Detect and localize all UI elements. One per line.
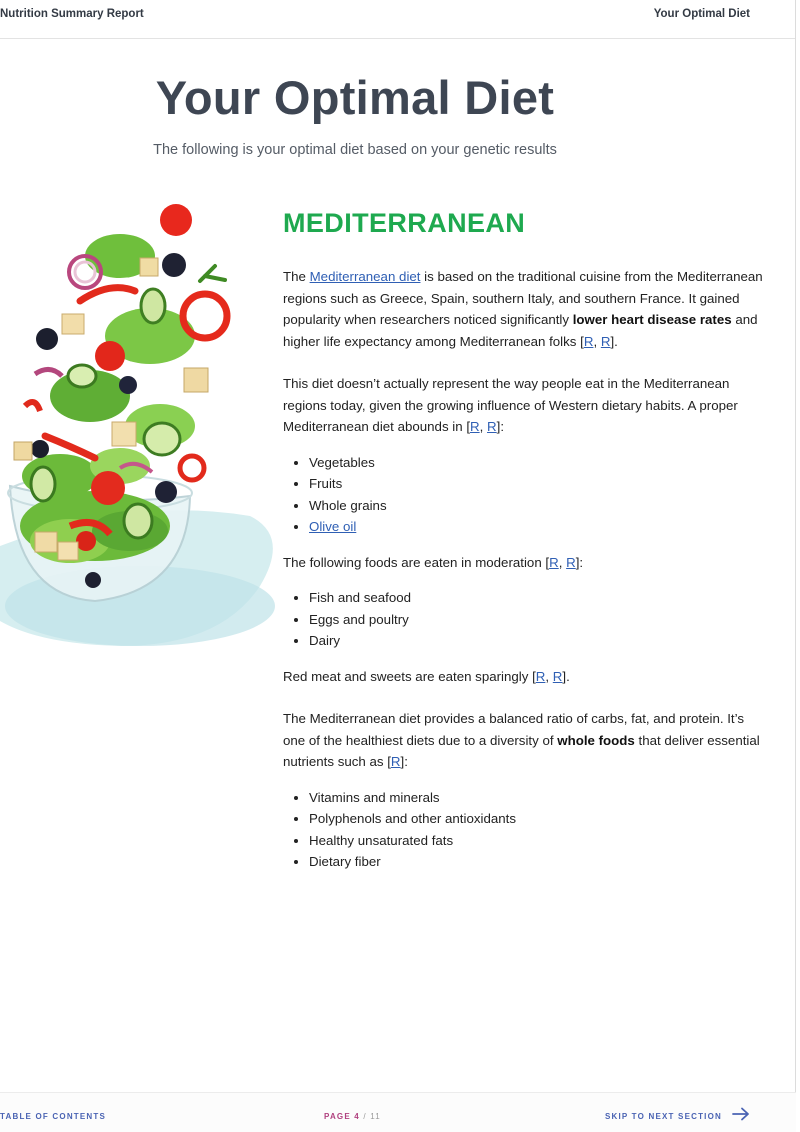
diet-content xyxy=(283,206,763,887)
salad-bowl-illustration xyxy=(0,196,276,656)
moderation-paragraph: The following foods are eaten in moderation [R, R]: xyxy=(283,554,584,570)
reference-link[interactable]: R xyxy=(535,668,546,684)
reference-link[interactable]: R xyxy=(566,554,576,570)
page-subtitle: The following is your optimal diet based on your genetic results xyxy=(153,142,557,158)
list-item: • Fruits xyxy=(309,473,763,495)
moderation-list xyxy=(283,587,763,652)
page-indicator: PAGE 4 / 11 xyxy=(324,1112,381,1121)
reference-link[interactable]: R xyxy=(583,333,594,349)
nutrients-list xyxy=(283,787,763,873)
reference-link[interactable]: R xyxy=(552,668,563,684)
list-item: • Polyphenols and other antioxidants xyxy=(309,808,763,830)
emphasis-whole-foods: whole foods xyxy=(557,732,635,748)
report-title: Nutrition Summary Report xyxy=(0,8,144,20)
list-item: • Dairy xyxy=(309,630,763,652)
reference-link[interactable]: R xyxy=(390,754,401,769)
emphasis-heart-disease: lower heart disease rates xyxy=(572,312,732,327)
list-item: • Vitamins and minerals xyxy=(309,787,763,809)
diet-heading: MEDITERRANEAN xyxy=(283,208,526,238)
list-item: • Healthy unsaturated fats xyxy=(309,830,763,852)
section-title: Your Optimal Diet xyxy=(653,8,750,20)
sparingly-paragraph: Red meat and sweets are eaten sparingly [R, R]. xyxy=(283,668,570,684)
list-item: • Dietary fiber xyxy=(309,851,763,873)
balanced-ratio-paragraph: The Mediterranean diet provides a balanced ratio of carbs, fat, and protein. It’s one of the healthiest diets due to a diversity of whole foods that deliver essential nutrients such as [R]: xyxy=(283,711,760,769)
western-influence-paragraph: This diet doesn’t actually represent the way people eat in the Mediterranean regions today, given the growing influence of Western dietary habits. A proper Mediterranean diet abounds in [R, R]: xyxy=(283,376,738,434)
skip-next-section-link[interactable]: SKIP TO NEXT SECTION xyxy=(604,1112,722,1121)
mediterranean-diet-link[interactable]: Mediterranean diet xyxy=(309,269,421,284)
page-total: 11 xyxy=(370,1112,381,1121)
reference-link[interactable]: R xyxy=(600,333,611,349)
page-footer xyxy=(0,1092,796,1132)
reference-link[interactable]: R xyxy=(487,419,497,434)
reference-link[interactable]: R xyxy=(470,419,480,434)
list-item: • Fish and seafood xyxy=(309,587,763,609)
reference-link[interactable]: R xyxy=(549,554,559,570)
abounds-list xyxy=(283,452,763,538)
list-item: • Whole grains xyxy=(309,495,763,517)
page-title: Your Optimal Diet xyxy=(155,71,555,124)
table-of-contents-link[interactable]: TABLE OF CONTENTS xyxy=(0,1112,107,1121)
list-item: • Eggs and poultry xyxy=(309,609,763,631)
list-item: • Vegetables xyxy=(309,452,763,474)
page-header xyxy=(0,0,796,39)
list-item xyxy=(309,516,763,538)
page-number: PAGE 4 xyxy=(324,1112,360,1121)
page-edge-divider xyxy=(795,0,796,1131)
intro-paragraph: The Mediterranean diet is based on the traditional cuisine from the Mediterranean regions such as Greece, Spain, southern Italy, and southern France. It gained popularity when researchers noticed significantly lower heart disease rates and higher life expectancy among Mediterranean folks [R, R]. xyxy=(283,269,763,349)
arrow-right-icon[interactable] xyxy=(732,1107,750,1121)
olive-oil-link[interactable]: Olive oil xyxy=(309,519,357,534)
